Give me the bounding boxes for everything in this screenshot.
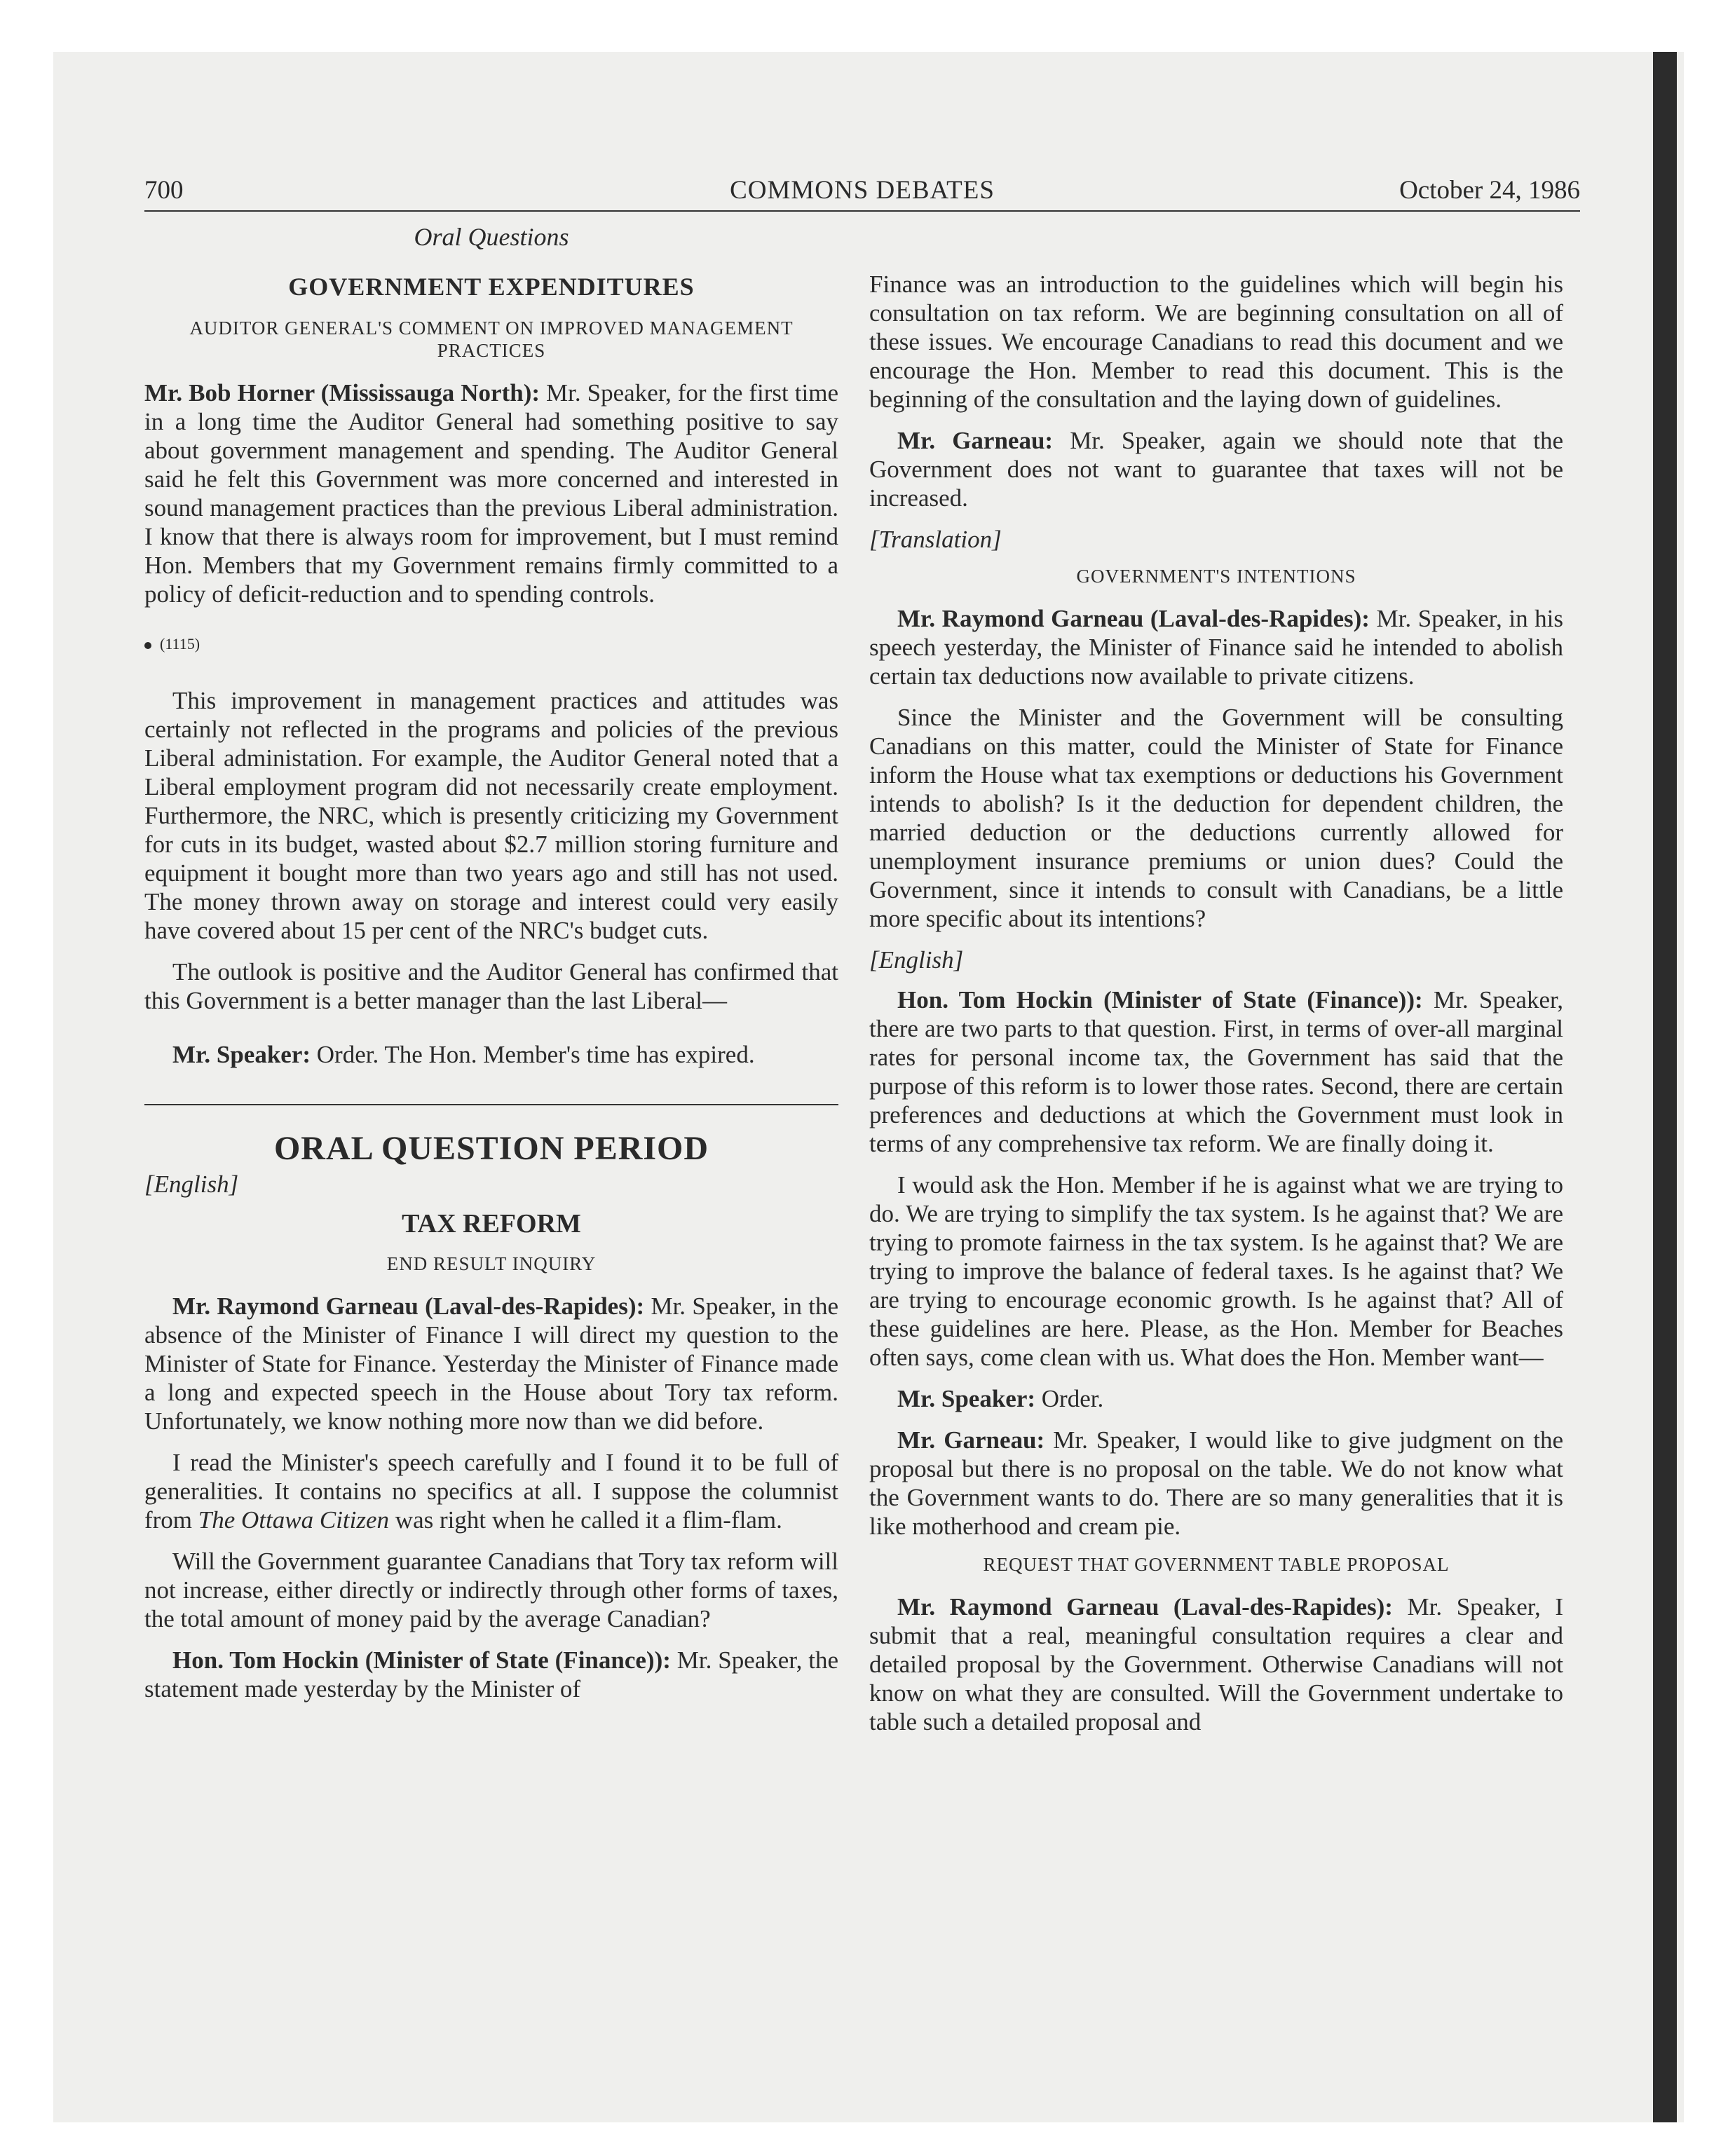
paragraph: Mr. Bob Horner (Mississauga North): Mr. Speaker, for the first time in a long time the Auditor General had something positive to say about government management and spending. The Auditor General said he felt this Government was more concerned and interested in sound management practices than the previous Liberal administration. I know that there is always room for improvement, but I must remind Hon. Members that my Government remains firmly committed to a policy of deficit-reduction and to spending controls. [144,379,838,608]
speaker-name: Mr. Bob Horner (Mississauga North): [144,379,540,407]
subheading-end-result-inquiry: END RESULT INQUIRY [386,1253,597,1274]
paragraph: Hon. Tom Hockin (Minister of State (Finance)): Mr. Speaker, the statement made yesterday by the Minister of [144,1646,838,1703]
left-column [144,223,838,1716]
newspaper-title: The Ottawa Citizen [198,1506,390,1534]
subheading-governments-intentions: GOVERNMENT'S INTENTIONS [1076,566,1356,587]
paragraph: I read the Minister's speech carefully and I found it to be full of generalities. It contains no specifics at all. I suppose the columnist from The Ottawa Citizen was right when he called it a flim-flam. [144,1449,838,1534]
paragraph: Mr. Raymond Garneau (Laval-des-Rapides): Mr. Speaker, I submit that a real, meaningful consultation requires a clear and detailed proposal by the Government. Otherwise Canadians will not know on what they are consulted. Will the Government undertake to table such a detailed proposal and [869,1593,1564,1735]
publication-title: COMMONS DEBATES [730,176,995,205]
paragraph: Mr. Garneau: Mr. Speaker, I would like to give judgment on the proposal but there is no proposal on the table. We do not know what the Government wants to do. There are so many generalities that it is like motherhood and cream pie. [869,1426,1563,1540]
section-label: Oral Questions [414,223,569,251]
speaker-name: Mr. Raymond Garneau (Laval-des-Rapides): [897,605,1370,632]
time-marker: (1115) [144,629,838,658]
heading-government-expenditures: GOVERNMENT EXPENDITURES [288,273,695,301]
speaker-name: Mr. Garneau: [897,427,1054,454]
paragraph: I would ask the Hon. Member if he is against what we are trying to do. We are trying to simplify the tax system. Is he against that? We are trying to promote fairness in the tax system. Is he against that? We are trying to improve the balance of federal taxes. Is he against that? We are trying to encourage economic growth. Is he against that? All of these guidelines are here. Please, as the Hon. Member for Beaches often says, come clean with us. What does the Hon. Member want— [869,1171,1563,1371]
speaker-name: Mr. Raymond Garneau (Laval-des-Rapides): [172,1292,645,1320]
speaker-name: Mr. Speaker: [172,1041,311,1068]
language-label: [Translation] [869,526,1002,553]
paragraph: Mr. Speaker: Order. The Hon. Member's time has expired. [172,1041,755,1068]
subheading-auditor-general: AUDITOR GENERAL'S COMMENT ON IMPROVED MANAGEMENT PRACTICES [189,318,794,361]
bullet-icon [144,642,151,649]
paragraph: The outlook is positive and the Auditor General has confirmed that this Government is a better manager than the last Liberal— [144,958,838,1014]
scan-edge [1653,52,1677,2122]
paragraph: Mr. Speaker: Order. [897,1385,1104,1412]
speaker-name: Hon. Tom Hockin (Minister of State (Finance)): [897,986,1423,1014]
paragraph: Mr. Raymond Garneau (Laval-des-Rapides): Mr. Speaker, in the absence of the Minister of Finance I will direct my question to the Minister of State for Finance. Yesterday the Minister of Finance made a long and expected speech in the House about Tory tax reform. Unfortunately, we know nothing more now than we did before. [144,1292,839,1435]
paragraph: This improvement in management practices and attitudes was certainly not reflected in the programs and policies of the previous Liberal administation. For example, the Auditor General noted that a Liberal employment program did not necessarily create employment. Furthermore, the NRC, which is presently criticizing my Government for cuts in its budget, wasted about $2.7 million storing furniture and equipment it bought more than two years ago and still has not used. The money thrown away on storage and interest could very easily have covered about 15 per cent of the NRC's budget cuts. [144,687,838,944]
paragraph: Mr. Garneau: Mr. Speaker, again we should note that the Government does not want to guarantee that taxes will not be increased. [869,427,1563,512]
publication-date: October 24, 1986 [1399,176,1580,205]
page-header [144,175,1580,212]
subheading-request-proposal: REQUEST THAT GOVERNMENT TABLE PROPOSAL [983,1554,1450,1575]
paragraph: Finance was an introduction to the guidelines which will begin his consultation on tax reform. We are beginning consultation on all of these issues. We encourage Canadians to read this document and we encourage the Hon. Member to read this document. This is the beginning of the consultation and the laying down of guidelines. [869,271,1563,413]
section-divider [144,1104,838,1105]
paragraph: Will the Government guarantee Canadians that Tory tax reform will not increase, either directly or indirectly through other forms of taxes, the total amount of money paid by the average Canadian? [144,1548,838,1632]
language-label: [English] [869,946,964,974]
speaker-name: Mr. Raymond Garneau (Laval-des-Rapides): [897,1593,1393,1621]
speaker-name: Mr. Garneau: [897,1426,1045,1454]
page-number: 700 [144,176,184,205]
paragraph: Since the Minister and the Government will be consulting Canadians on this matter, could the Minister of State for Finance inform the House what tax exemptions or deductions his Government intends to abolish? Is it the deduction for dependent children, the married deduction or the deductions currently allowed for unemployment insurance premiums or union dues? Could the Government, since it intends to consult with Canadians, be a little more specific about its intentions? [869,704,1563,932]
heading-tax-reform: TAX REFORM [402,1209,581,1239]
speaker-name: Mr. Speaker: [897,1385,1036,1412]
paragraph: Hon. Tom Hockin (Minister of State (Finance)): Mr. Speaker, there are two parts to that question. First, in terms of over-all marginal rates for personal income tax, the Government has said that the purpose of this reform is to lower those rates. Second, there are certain preferences and deductions at which the Government must look in terms of any comprehensive tax reform. We are finally doing it. [869,986,1563,1157]
right-column [869,270,1563,1749]
speaker-name: Hon. Tom Hockin (Minister of State (Finance)): [172,1646,671,1674]
language-label: [English] [144,1171,239,1198]
paragraph: Mr. Raymond Garneau (Laval-des-Rapides): Mr. Speaker, in his speech yesterday, the Minister of Finance said he intended to abolish certain tax deductions now available to private citizens. [869,605,1563,690]
heading-oral-question-period: ORAL QUESTION PERIOD [273,1130,709,1167]
